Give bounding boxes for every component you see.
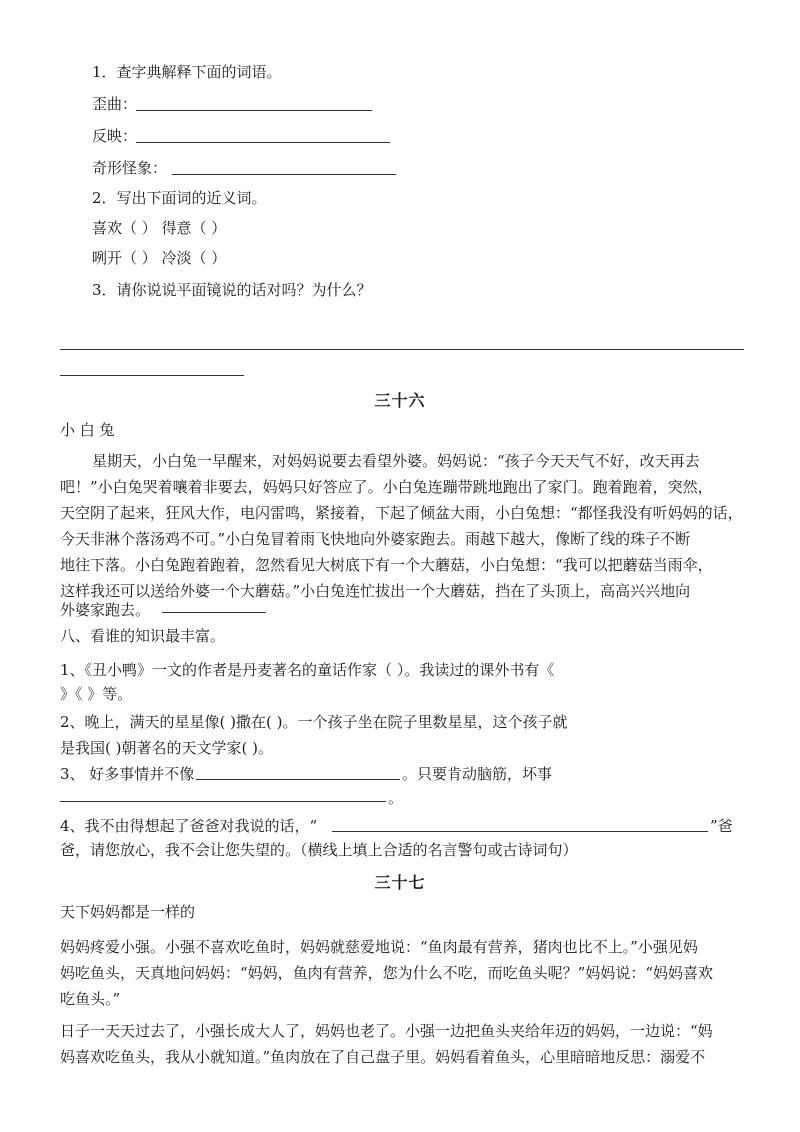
- word-label-2: 反映：: [92, 127, 138, 145]
- story-answer-blank[interactable]: [162, 612, 266, 613]
- story-line: 吧！”小白兔哭着嚷着非要去，妈妈只好答应了。小白兔连蹦带跳地跑出了家门。跑着跑着，突然，: [60, 478, 713, 496]
- item-3-line-1-start: 3、 好多事情并不像: [60, 765, 195, 783]
- story-2-line: 日子一天天过去了，小强长成大人了，妈妈也老了。小强一边把鱼头夹给年迈的妈妈，一边说：“妈: [60, 1022, 713, 1040]
- section-8-title: 八、看谁的知识最丰富。: [60, 627, 226, 645]
- item-3-blank-1[interactable]: [196, 779, 400, 780]
- question-3: 3．请你说说平面镜说的话对吗？为什么？: [92, 281, 372, 299]
- item-3-line-2-end: 。: [388, 789, 404, 807]
- story-2-line: 妈妈疼爱小强。小强不喜欢吃鱼时，妈妈就慈爱地说：“鱼肉最有营养，猪肉也比不上。”小强见妈: [60, 938, 698, 956]
- section-heading-36: 三十六: [374, 391, 426, 410]
- story-2-line: 妈喜欢吃鱼头，我从小就知道。”鱼肉放在了自己盘子里。妈妈看着鱼头，心里暗暗地反思：溺爱不: [60, 1048, 706, 1066]
- story-title: 小 白 兔: [60, 421, 115, 439]
- answer-blank-3[interactable]: [172, 174, 396, 175]
- story-line: 星期天，小白兔一早醒来，对妈妈说要去看望外婆。妈妈说：“孩子今天天气不好，改天再去: [92, 452, 700, 470]
- item-4-line-2: 爸，请您放心，我不会让您失望的。（横线上填上合适的名言警句或古诗词句）: [60, 841, 578, 859]
- item-3-line-1-end: 。只要肯动脑筋，坏事: [402, 765, 553, 783]
- item-4-line-1-end: ”爸: [710, 817, 733, 835]
- item-4-blank[interactable]: [332, 831, 708, 832]
- story-line: 外婆家跑去。: [60, 601, 151, 619]
- item-3-blank-2[interactable]: [60, 801, 386, 802]
- story-line: 这样我还可以送给外婆一个大蘑菇。”小白兔连忙拔出一个大蘑菇，挡在了头顶上，高高兴兴地向: [60, 582, 691, 600]
- word-label-1: 歪曲：: [92, 95, 138, 113]
- question-2: 2．写出下面词的近义词。: [92, 189, 267, 207]
- story-2-line: 妈吃鱼头，天真地问妈妈：“妈妈，鱼肉有营养，您为什么不吃，而吃鱼头呢？”妈妈说：“妈妈喜欢: [60, 964, 714, 982]
- answer-blank-2[interactable]: [136, 142, 390, 143]
- item-2-line-1: 2、晚上，满天的星星像( )撒在( )。一个孩子坐在院子里数星星，这个孩子就: [60, 713, 568, 731]
- synonym-row-1: 喜欢（ ） 得意（ ）: [92, 219, 227, 237]
- story-line: 今天非淋个落汤鸡不可。”小白兔冒着雨飞快地向外婆家跑去。雨越下越大，像断了线的珠子不断: [60, 530, 691, 548]
- synonym-row-2: 咧开（ ） 冷淡（ ）: [92, 249, 227, 267]
- story-2-line: 吃鱼头。”: [60, 990, 121, 1008]
- section-heading-37: 三十七: [374, 873, 426, 892]
- answer-line-1[interactable]: [60, 349, 744, 350]
- story-line: 地往下落。小白兔跑着跑着，忽然看见大树底下有一个大蘑菇，小白兔想：“我可以把蘑菇当雨伞，: [60, 556, 713, 574]
- question-1: 1．查字典解释下面的词语。: [92, 63, 282, 81]
- item-4-line-1-start: 4、我不由得想起了爸爸对我说的话，“: [60, 817, 318, 835]
- answer-line-2[interactable]: [60, 375, 244, 376]
- item-2-line-2: 是我国( )朝著名的天文学家( )。: [60, 739, 273, 757]
- word-label-3: 奇形怪象：: [92, 159, 168, 177]
- item-1-line-2: 》《 》等。: [60, 685, 133, 703]
- item-1-line-1: 1、《丑小鸭》一文的作者是丹麦著名的童话作家（ ）。我读过的课外书有《: [60, 661, 555, 679]
- story-2-title: 天下妈妈都是一样的: [60, 903, 196, 921]
- story-line: 天空阴了起来，狂风大作，电闪雷鸣，紧接着，下起了倾盆大雨，小白兔想：“都怪我没有听妈妈的话，: [60, 504, 743, 522]
- answer-blank-1[interactable]: [136, 110, 372, 111]
